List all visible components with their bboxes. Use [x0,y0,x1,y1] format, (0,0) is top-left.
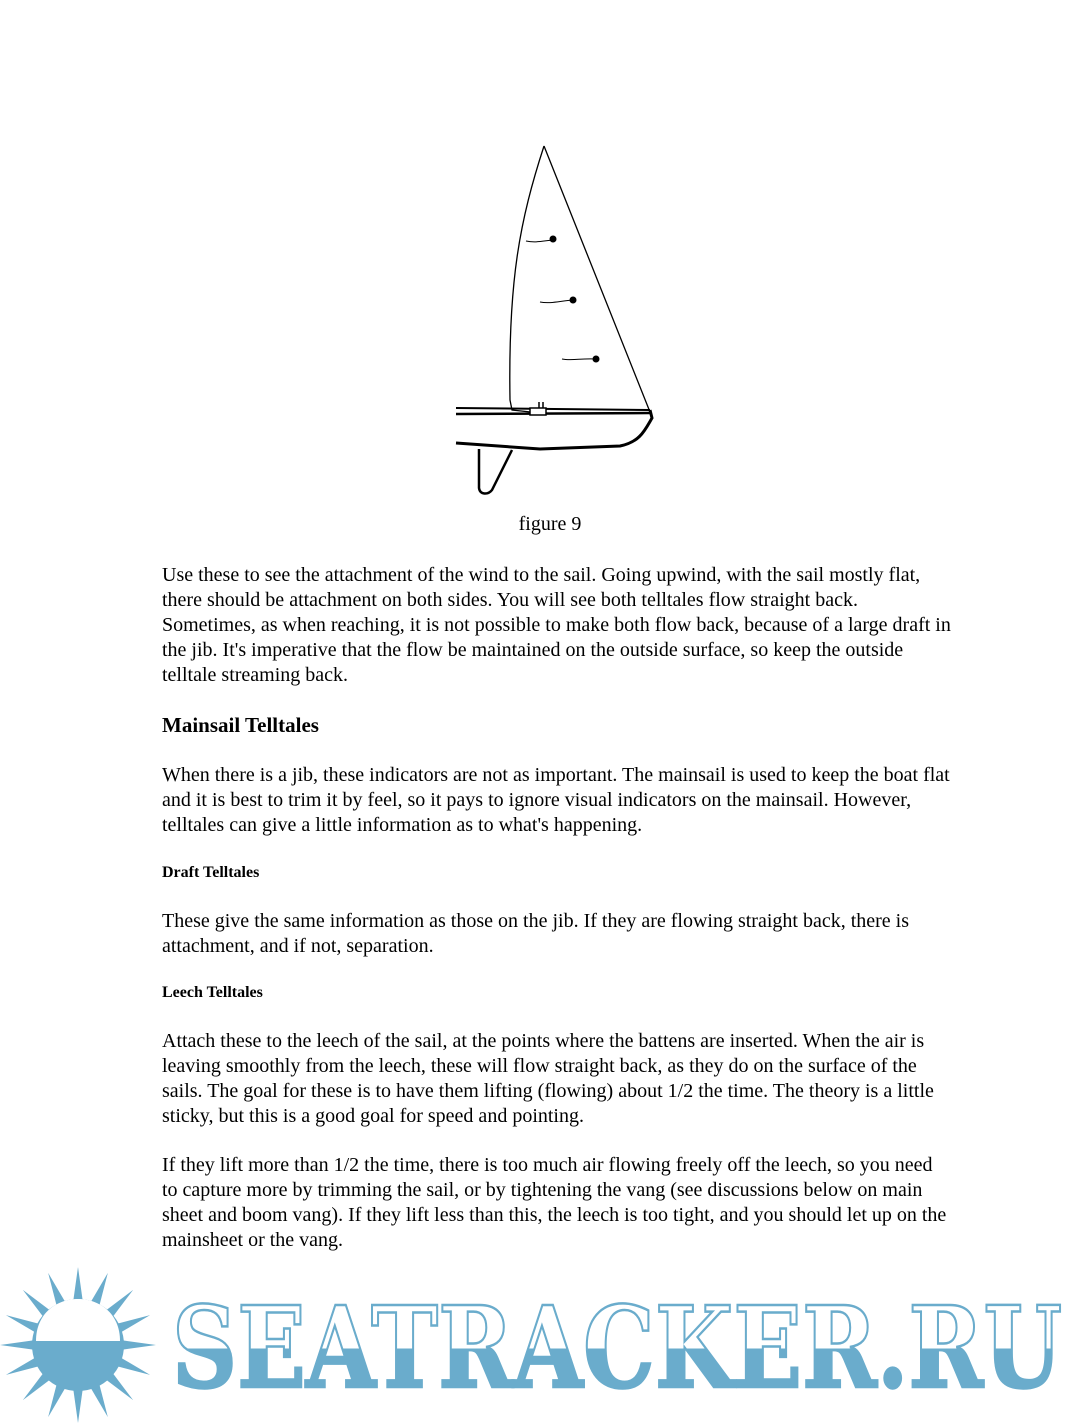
sun-icon [0,1267,156,1423]
paragraph-jib-telltales: Use these to see the attachment of the wind to the sail. Going upwind, with the sail mostly flat, there should be attachment on both sides. You will see both telltales flow straight back. Sometimes, as when reaching, it is not possible to make both flow back, because of a large draft in the jib. It's imperative that the flow be maintained on the outside surface, so keep the outside telltale streaming back. [162,564,951,686]
paragraph-leech-lift: If they lift more than 1/2 the time, there is too much air flowing freely off the leech, so you need to capture more by trimming the sail, or by tightening the vang (see discussions below on main sheet and boom vang). If they lift less than this, the leech is too tight, and you should let up on the mainsheet or the vang. [162,1154,947,1251]
watermark-text: SEATRACKER.RU [172,1283,1062,1414]
paragraph-leech: Attach these to the leech of the sail, at the points where the battens are inserted. When the air is leaving smoothly from the leech, these will flow straight back, as they do on the surface of the sails. The goal for these is to have them lifting (flowing) about 1/2 the time. The theory is a little sticky, but this is a good goal for speed and pointing. [162,1030,934,1127]
heading-draft-telltales: Draft Telltales [162,864,260,881]
paragraph-mainsail: When there is a jib, these indicators are not as important. The mainsail is used to keep the boat flat and it is best to trim it by feel, so it pays to ignore visual indicators on the mainsail. However, telltales can give a little information as to what's happening. [162,764,950,836]
sailboat-figure [440,140,670,510]
paragraph-draft: These give the same information as those on the jib. If they are flowing straight back, there is attachment, and if not, separation. [162,910,910,957]
figure-caption: figure 9 [518,513,582,535]
heading-mainsail-telltales: Mainsail Telltales [162,713,319,737]
heading-leech-telltales: Leech Telltales [162,984,263,1001]
watermark-logo [0,1265,1080,1425]
